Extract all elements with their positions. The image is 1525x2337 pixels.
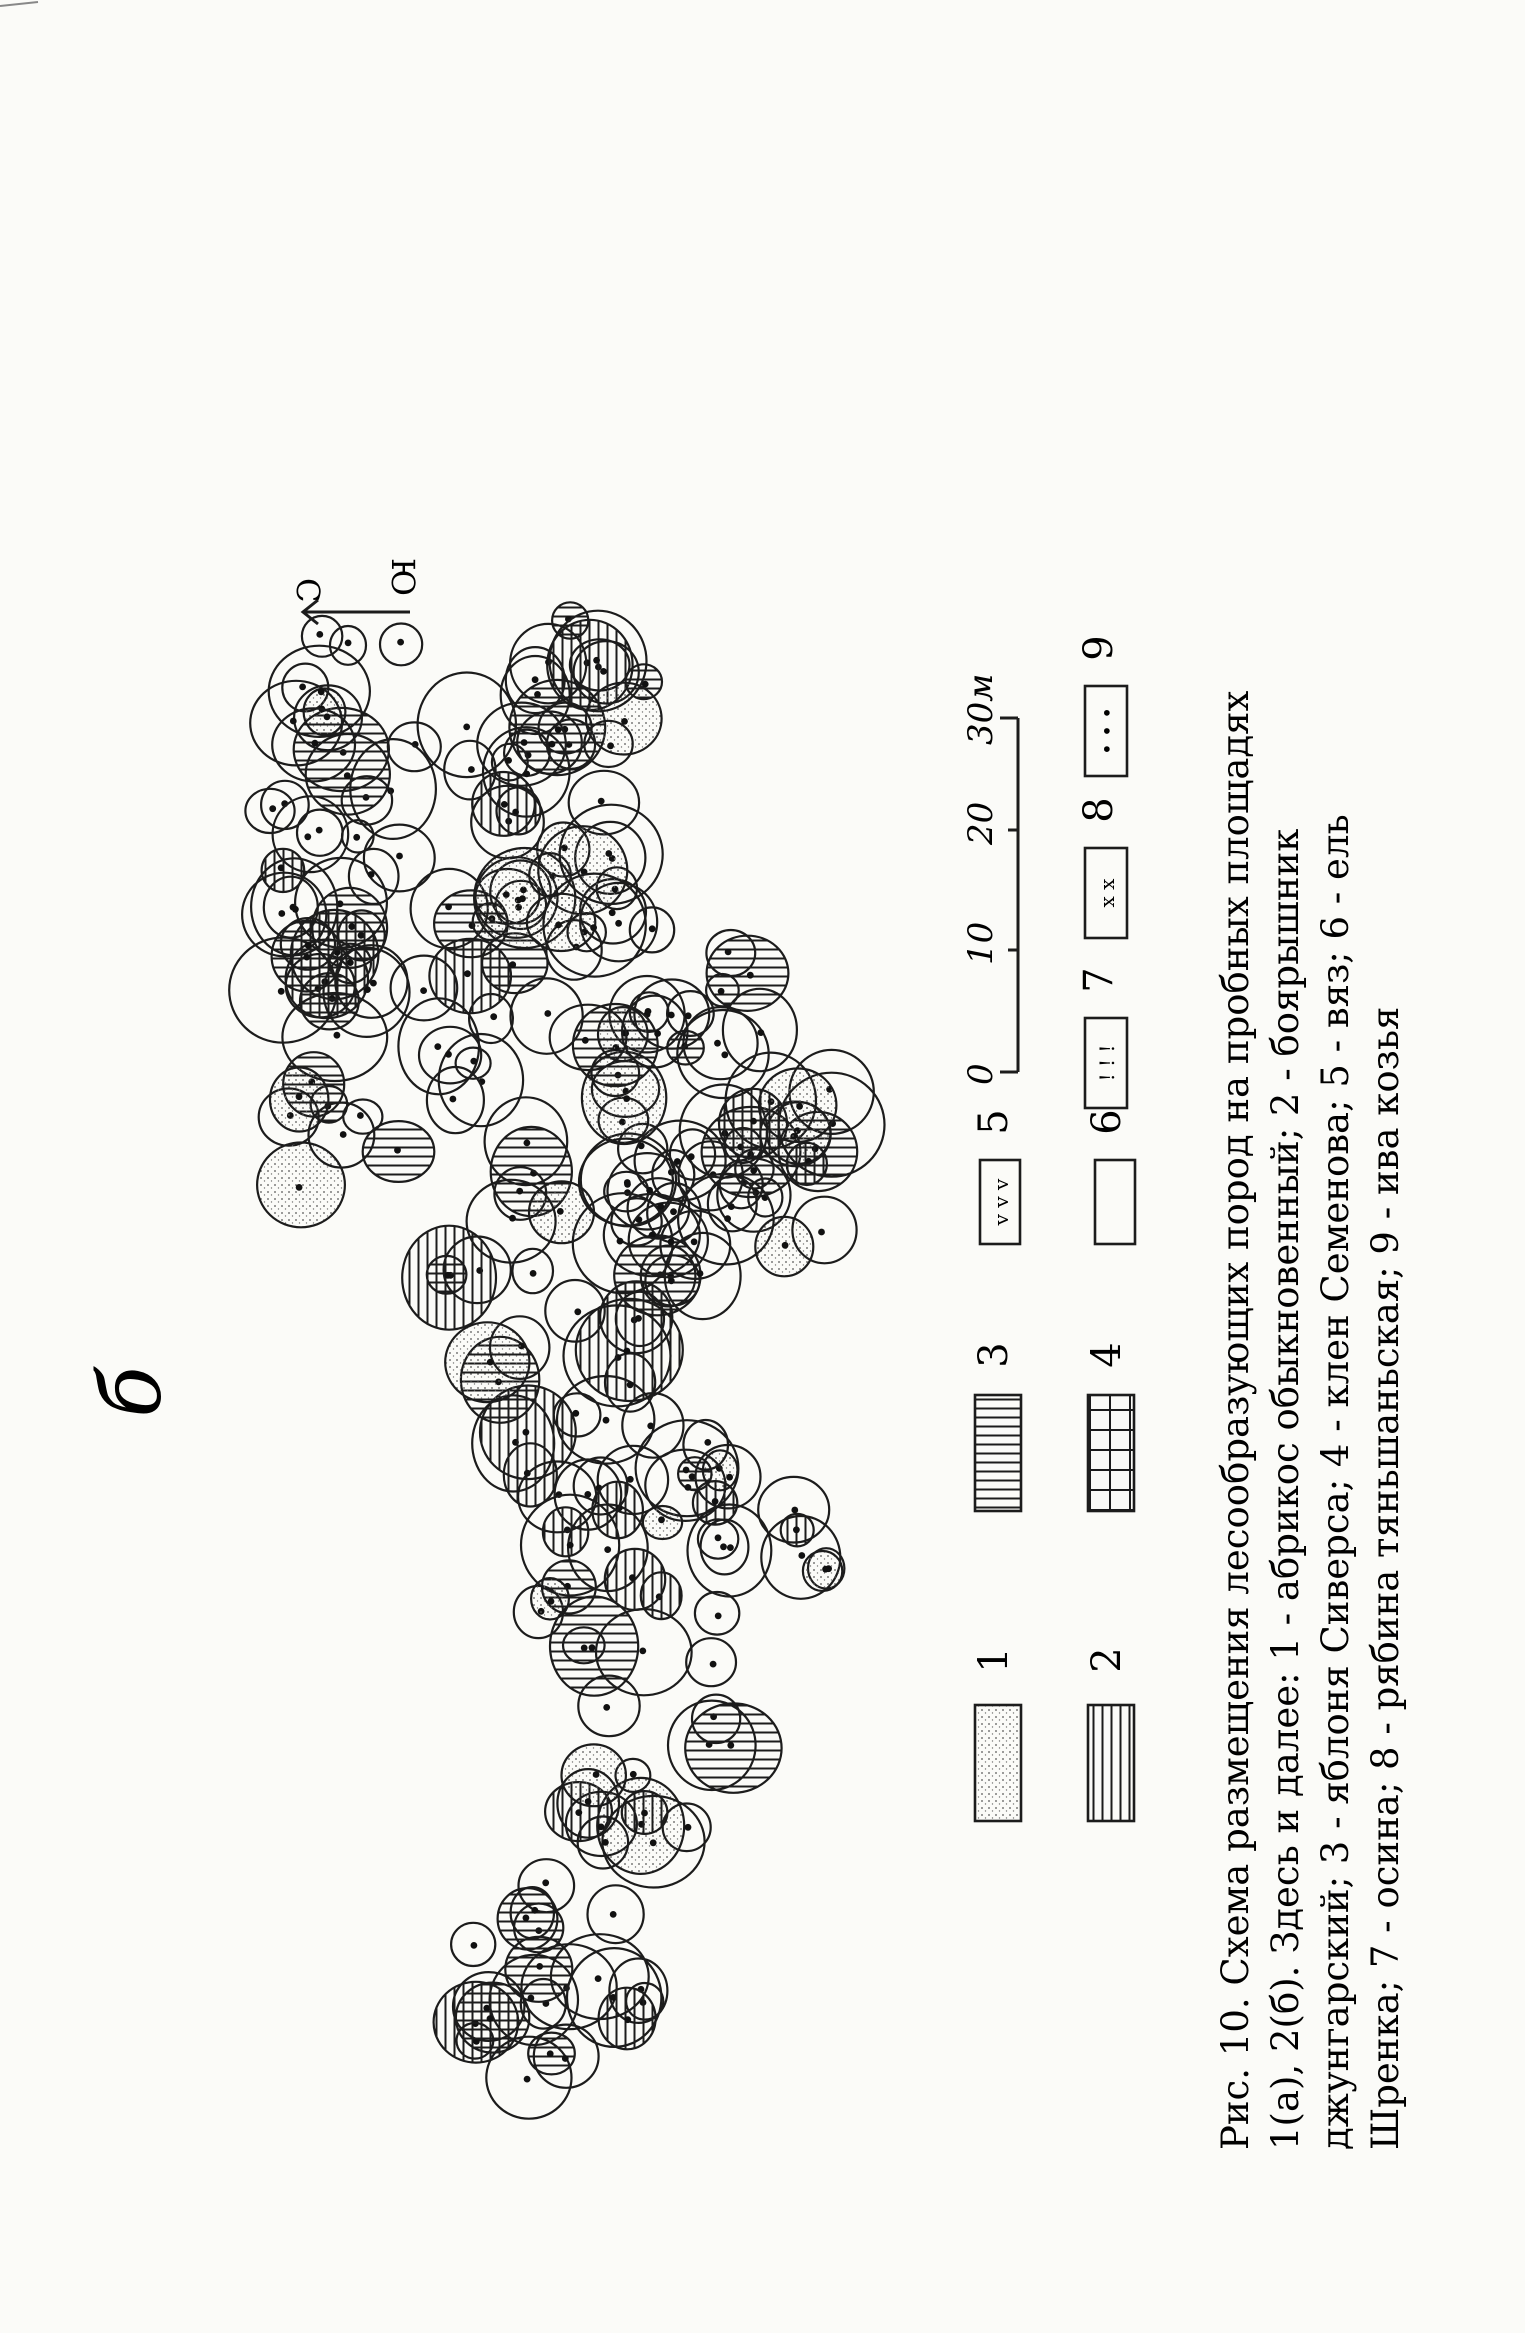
legend-number-4: 4 xyxy=(1084,1342,1130,1368)
tree-stem-204 xyxy=(299,684,306,691)
tree-stem-240 xyxy=(750,1118,757,1125)
tree-stem-184 xyxy=(725,949,732,956)
legend-number-3: 3 xyxy=(971,1342,1017,1368)
tree-stem-201 xyxy=(668,1012,675,1019)
tree-stem-50 xyxy=(712,1498,719,1505)
tree-stem-209 xyxy=(316,631,323,638)
tree-stem-73 xyxy=(574,1308,581,1315)
tree-stem-134 xyxy=(420,987,427,994)
tree-stem-49 xyxy=(685,1484,692,1491)
tree-crown-70 xyxy=(504,1443,557,1506)
tree-stem-136 xyxy=(434,1043,441,1050)
caption-line-1: Рис. 10. Схема размещения лесообразующих пород на пробных площадях xyxy=(1214,690,1257,2150)
tree-stem-213 xyxy=(318,688,325,695)
tree-stem-21 xyxy=(595,1975,602,1982)
tree-stem-55 xyxy=(658,1516,665,1523)
tree-stem-84 xyxy=(691,1238,698,1245)
legend-swatch-6 xyxy=(1095,1160,1135,1244)
legend-glyph-9: • • • xyxy=(1095,706,1119,756)
tree-stem-220 xyxy=(532,676,539,683)
legend-number-5: 5 xyxy=(971,1109,1017,1135)
tree-crown-32 xyxy=(685,1703,781,1792)
tree-stem-141 xyxy=(445,1051,452,1058)
tree-stem-239 xyxy=(796,1103,803,1110)
tree-stem-56 xyxy=(822,1566,829,1573)
tree-stem-186 xyxy=(649,925,656,932)
tree-stem-252 xyxy=(296,1184,303,1191)
tree-stem-140 xyxy=(464,970,471,977)
scale-tick-30m: 30м xyxy=(961,673,1001,745)
panel-label xyxy=(82,1366,180,1418)
tree-stem-117 xyxy=(721,1051,728,1058)
tree-stem-155 xyxy=(278,864,285,871)
tree-stem-70 xyxy=(524,1470,531,1477)
tree-stem-241 xyxy=(818,1229,825,1236)
tree-stem-69 xyxy=(572,1410,579,1417)
tree-stem-30 xyxy=(641,1810,648,1817)
tree-stem-207 xyxy=(324,713,331,720)
tree-stem-11 xyxy=(624,2016,631,2023)
legend-swatch-4 xyxy=(1088,1395,1134,1511)
legend-glyph-8: x x xyxy=(1095,878,1119,908)
scan-edge-mark xyxy=(0,2,38,6)
tree-stem-7 xyxy=(524,2076,531,2083)
figure-caption xyxy=(1214,690,1407,2150)
tree-stem-41 xyxy=(726,1474,733,1481)
scale-tick-0: 0 xyxy=(961,1063,1001,1085)
tree-stem-63 xyxy=(603,1417,610,1424)
tree-stem-251 xyxy=(357,1112,364,1119)
legend-number-9: 9 xyxy=(1076,635,1122,661)
tree-stem-203 xyxy=(590,924,597,931)
legend-glyph-7: ! ! ! xyxy=(1095,1044,1119,1082)
tree-stem-44 xyxy=(683,1467,690,1474)
tree-stem-28 xyxy=(650,1839,657,1846)
tree-stem-107 xyxy=(623,1095,630,1102)
tree-stem-191 xyxy=(544,1010,551,1017)
scale-tick-20: 20 xyxy=(961,801,1001,845)
tree-crowns-layer xyxy=(229,602,884,2118)
tree-stem-149 xyxy=(269,805,276,812)
tree-stem-172 xyxy=(463,724,470,731)
south-label: Ю xyxy=(384,558,422,597)
tree-stem-214 xyxy=(344,772,351,779)
tree-stem-32 xyxy=(727,1742,734,1749)
tree-stem-197 xyxy=(685,1012,692,1019)
legend-swatch-2 xyxy=(1088,1705,1134,1821)
tree-stem-254 xyxy=(394,1147,401,1154)
tree-stem-200 xyxy=(582,1037,589,1044)
tree-stem-183 xyxy=(598,798,605,805)
tree-stem-173 xyxy=(396,853,403,860)
tree-stem-3 xyxy=(471,1942,478,1949)
tree-stem-35 xyxy=(585,1798,592,1805)
tree-stem-13 xyxy=(542,1879,549,1886)
tree-stem-233 xyxy=(782,1242,789,1249)
panel-label-text: б xyxy=(82,1366,180,1418)
tree-stem-143 xyxy=(470,1058,477,1065)
legend-number-6: 6 xyxy=(1084,1109,1130,1135)
tree-stem-194 xyxy=(519,895,526,902)
scale-tick-10: 10 xyxy=(961,921,1001,965)
tree-stem-105 xyxy=(714,1040,721,1047)
tree-stem-185 xyxy=(609,909,616,916)
tree-stem-17 xyxy=(562,2055,569,2062)
tree-stem-124 xyxy=(624,1181,631,1188)
tree-stem-57 xyxy=(710,1661,717,1668)
tree-stem-189 xyxy=(654,1030,661,1037)
tree-stem-101 xyxy=(509,1215,516,1222)
tree-stem-47 xyxy=(715,1613,722,1620)
tree-stem-76 xyxy=(516,1188,523,1195)
tree-stem-126 xyxy=(645,1008,652,1015)
tree-stem-43 xyxy=(793,1526,800,1533)
tree-stem-163 xyxy=(353,834,360,841)
tree-stem-6 xyxy=(523,1915,530,1922)
tree-stem-246 xyxy=(548,1598,555,1605)
tree-stem-202 xyxy=(605,850,612,857)
tree-stem-159 xyxy=(278,988,285,995)
tree-stem-54 xyxy=(720,1543,727,1550)
tree-stem-253 xyxy=(296,1093,303,1100)
tree-stem-31 xyxy=(630,1771,637,1778)
tree-stem-198 xyxy=(555,922,562,929)
tree-stem-211 xyxy=(290,718,297,725)
tree-stem-52 xyxy=(727,1544,734,1551)
tree-stem-227 xyxy=(600,668,607,675)
tree-stem-150 xyxy=(316,827,323,834)
tree-stem-135 xyxy=(490,1013,497,1020)
tree-stem-100 xyxy=(487,1359,494,1366)
north-arrow xyxy=(289,558,422,624)
tree-stem-9 xyxy=(610,1911,617,1918)
legend-swatch-1 xyxy=(975,1705,1021,1821)
tree-crown-149 xyxy=(245,789,294,833)
tree-stem-97 xyxy=(445,1272,452,1279)
tree-stem-104 xyxy=(747,972,754,979)
tree-stem-175 xyxy=(368,871,375,878)
tree-stem-247 xyxy=(589,1644,596,1651)
tree-stem-18 xyxy=(531,1907,538,1914)
tree-stem-36 xyxy=(798,1552,805,1559)
tree-stem-25 xyxy=(575,1809,582,1816)
tree-stem-238 xyxy=(724,1215,731,1222)
tree-crown-56 xyxy=(803,1551,842,1591)
legend-number-8: 8 xyxy=(1076,797,1122,823)
tree-stem-85 xyxy=(524,1140,531,1147)
tree-stem-138 xyxy=(334,1032,341,1039)
tree-stem-112 xyxy=(646,1187,653,1194)
tree-stem-111 xyxy=(668,1239,675,1246)
tree-stem-90 xyxy=(668,1277,675,1284)
north-label: С xyxy=(289,578,327,603)
tree-stem-223 xyxy=(521,739,528,746)
tree-stem-29 xyxy=(598,1824,605,1831)
tree-stem-224 xyxy=(549,741,556,748)
scale-bar xyxy=(961,674,1018,1085)
legend-glyph-5: v v v xyxy=(989,1178,1013,1226)
tree-stem-133 xyxy=(450,1096,457,1103)
tree-stem-147 xyxy=(445,903,452,910)
tree-stem-45 xyxy=(604,1546,611,1553)
tree-stem-228 xyxy=(593,657,600,664)
tree-stem-174 xyxy=(468,766,475,773)
legend-number-7: 7 xyxy=(1076,967,1122,993)
tree-stem-229 xyxy=(607,742,614,749)
tree-stem-221 xyxy=(534,691,541,698)
tree-stem-181 xyxy=(523,771,530,778)
tree-stem-12 xyxy=(536,1963,543,1970)
tree-stem-243 xyxy=(629,1574,636,1581)
tree-stem-161 xyxy=(304,833,311,840)
tree-stem-14 xyxy=(547,2050,554,2057)
tree-stem-22 xyxy=(603,1704,610,1711)
tree-stem-91 xyxy=(697,1270,704,1277)
tree-stem-244 xyxy=(567,1542,574,1549)
tree-stem-51 xyxy=(704,1439,711,1446)
tree-stem-99 xyxy=(617,1238,624,1245)
tree-stem-123 xyxy=(718,988,725,995)
caption-line-3: джунгарский; 3 - яблоня Сиверса; 4 - клен Семенова; 5 - вяз; 6 - ель xyxy=(1314,814,1357,2150)
tree-stem-158 xyxy=(292,906,299,913)
tree-stem-87 xyxy=(557,1208,564,1215)
tree-stem-19 xyxy=(528,1995,535,2002)
tree-stem-20 xyxy=(487,2015,494,2022)
tree-stem-212 xyxy=(345,640,352,647)
tree-stem-82 xyxy=(670,1208,677,1215)
tree-stem-255 xyxy=(340,1131,347,1138)
tree-stem-68 xyxy=(523,1429,530,1436)
tree-crown-206 xyxy=(304,689,346,736)
legend-number-1: 1 xyxy=(971,1647,1017,1673)
tree-stem-127 xyxy=(657,1203,664,1210)
tree-stem-151 xyxy=(278,910,285,917)
tree-stem-176 xyxy=(505,757,512,764)
caption-line-4: Шренка; 7 - осина; 8 - рябина тяньшаньская; 9 - ива козья xyxy=(1364,1006,1407,2150)
tree-stem-128 xyxy=(757,1029,764,1036)
tree-stem-53 xyxy=(715,1534,722,1541)
tree-stem-93 xyxy=(530,1270,537,1277)
tree-stem-46 xyxy=(639,1648,646,1655)
tree-stem-27 xyxy=(685,1824,692,1831)
tree-stem-215 xyxy=(397,639,404,646)
tree-stem-48 xyxy=(791,1507,798,1514)
caption-line-2: 1(а), 2(б). Здесь и далее: 1 - абрикос обыкновенный; 2 - боярышник xyxy=(1264,828,1307,2150)
tree-stem-98 xyxy=(624,1348,631,1355)
legend-number-2: 2 xyxy=(1084,1647,1130,1673)
tree-stem-199 xyxy=(615,920,622,927)
tree-stem-160 xyxy=(305,942,312,949)
tree-stem-192 xyxy=(509,961,516,968)
tree-stem-33 xyxy=(602,1839,609,1846)
legend-swatch-3 xyxy=(975,1395,1021,1511)
